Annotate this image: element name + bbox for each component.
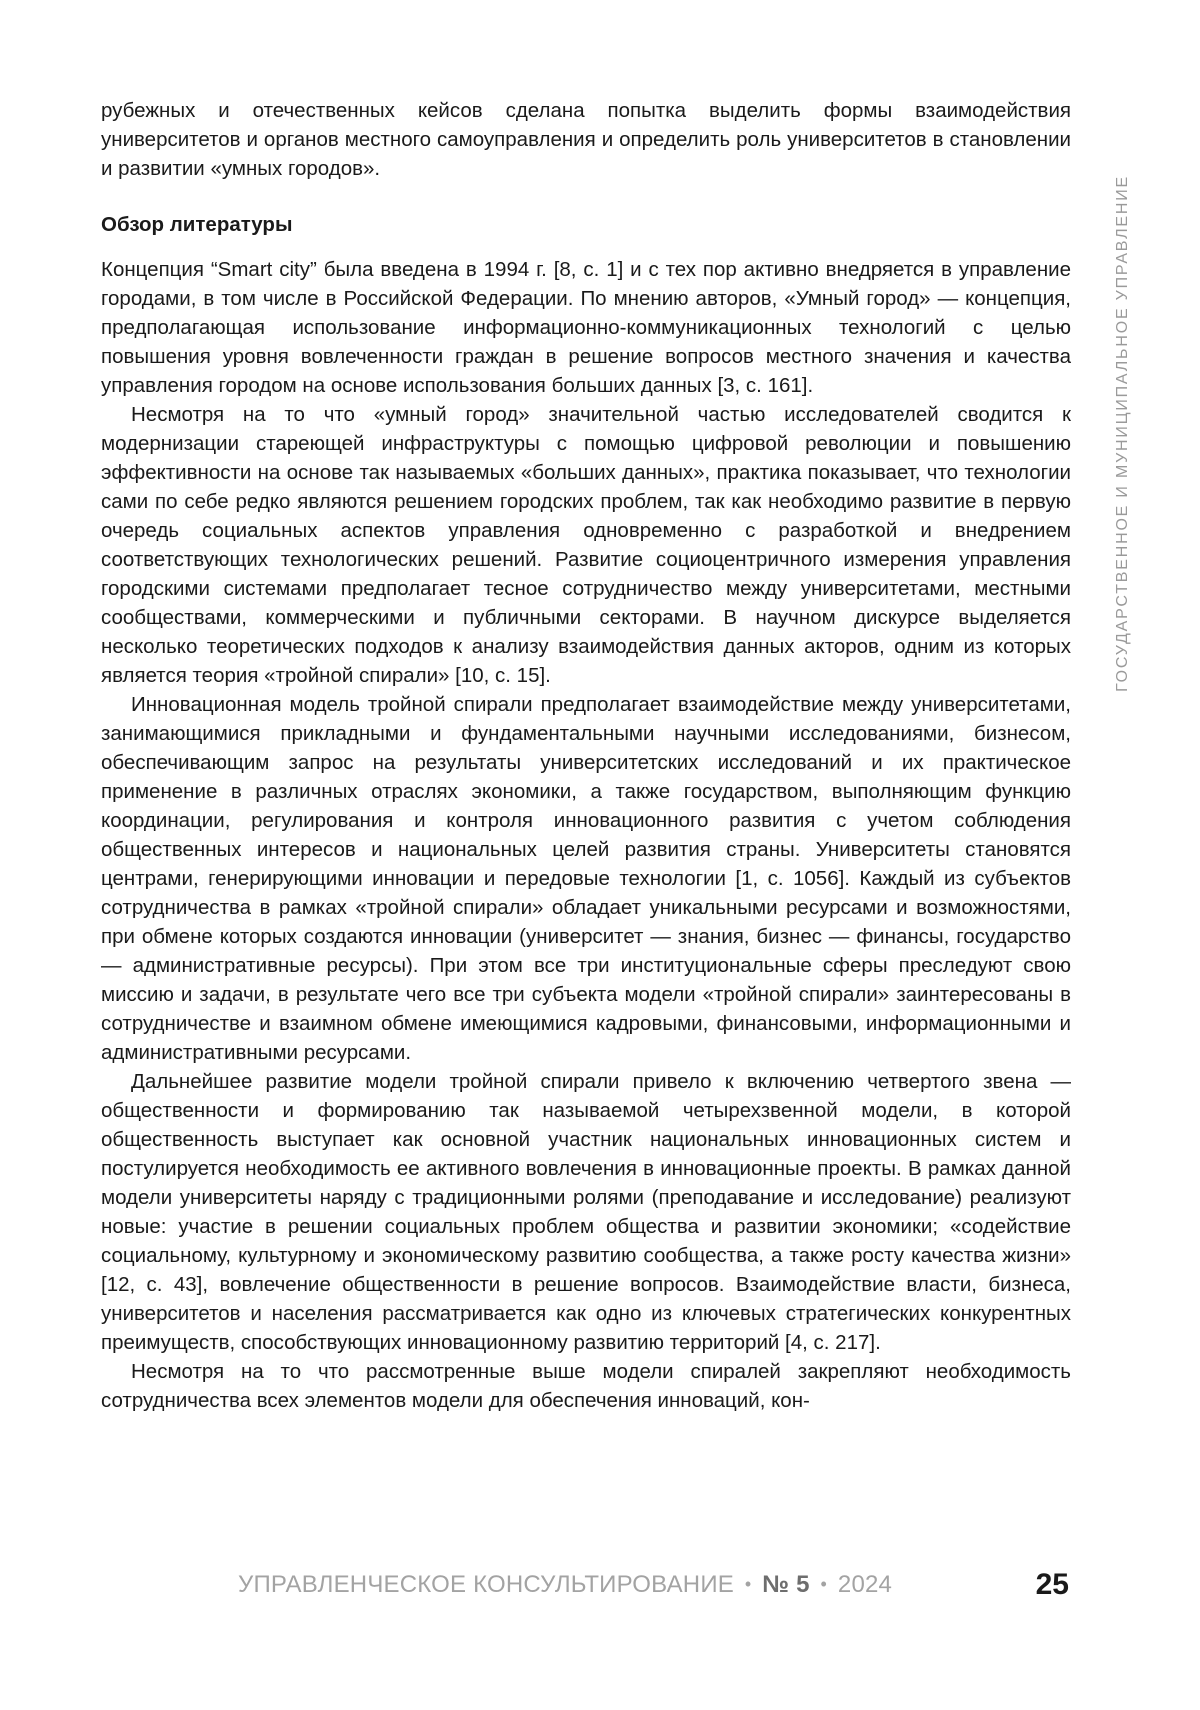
page-footer	[101, 1565, 1071, 1605]
paragraph: Несмотря на то что рассмотренные выше модели спиралей закрепляют необходимость сотрудничества всех элементов модели для обеспечения инноваций, кон-	[101, 1360, 1071, 1412]
article-body	[101, 96, 1071, 1415]
issue-year: 2024	[837, 1571, 893, 1598]
issue-number: № 5	[762, 1571, 810, 1598]
running-section-title-text: ГОСУДАРСТВЕННОЕ И МУНИЦИПАЛЬНОЕ УПРАВЛЕНИЕ	[1114, 175, 1131, 692]
intro-paragraph: рубежных и отечественных кейсов сделана попытка выделить формы взаимодействия университетов и органов местного самоуправления и определить роль университетов в становлении и развитии «умных городов».	[101, 99, 1071, 180]
section-heading: Обзор литературы	[101, 213, 293, 236]
separator-dot: •	[744, 1574, 752, 1594]
paragraph: Несмотря на то что «умный город» значительной частью исследователей сводится к модернизации стареющей инфраструктуры с помощью цифровой революции и повышению эффективности на основе так называемых «больших данных», практика показывает, что технологии сами по себе редко являются решением городских проблем, так как необходимо развитие в первую очередь социальных аспектов управления одновременно с разработкой и внедрением соответствующих технологических решений. Развитие социоцентричного измерения управления городскими системами предполагает тесное сотрудничество между университетами, местными сообществами, коммерческими и публичными секторами. В научном дискурсе выделяется несколько теоретических подходов к анализу взаимодействия данных акторов, одним из которых является теория «тройной спирали» [10, с. 15].	[101, 403, 1071, 687]
page-number: 25	[1035, 1568, 1069, 1601]
separator-dot: •	[820, 1574, 828, 1594]
paragraph: Концепция “Smart city” была введена в 1994 г. [8, с. 1] и с тех пор активно внедряется в управление городами, в том числе в Российской Федерации. По мнению авторов, «Умный город» — концепция, предполагающая использование информационно-коммуникационных технологий с целью повышения уровня вовлеченности граждан в решение вопросов местного значения и качества управления городом на основе использования больших данных [3, с. 161].	[101, 258, 1071, 397]
journal-name: УПРАВЛЕНЧЕСКОЕ КОНСУЛЬТИРОВАНИЕ	[238, 1571, 734, 1598]
running-section-title	[1105, 92, 1141, 692]
paragraph: Дальнейшее развитие модели тройной спирали привело к включению четвертого звена — общественности и формированию так называемой четырехзвенной модели, в которой общественность выступает как основной участник национальных инновационных систем и постулируется необходимость ее активного вовлечения в инновационные проекты. В рамках данной модели университеты наряду с традиционными ролями (преподавание и исследование) реализуют новые: участие в решении социальных проблем общества и развитии экономики; «содействие социальному, культурному и экономическому развитию сообщества, а также росту качества жизни» [12, с. 43], вовлечение общественности в решение вопросов. Взаимодействие власти, бизнеса, университетов и населения рассматривается как одно из ключевых стратегических конкурентных преимуществ, способствующих инновационному развитию территорий [4, с. 217].	[101, 1070, 1071, 1354]
paragraph: Инновационная модель тройной спирали предполагает взаимодействие между университетами, занимающимися прикладными и фундаментальными научными исследованиями, бизнесом, обеспечивающим запрос на результаты университетских исследований и их практическое применение в различных отраслях экономики, а также государством, выполняющим функцию координации, регулирования и контроля инновационного развития с учетом соблюдения общественных интересов и национальных целей развития страны. Университеты становятся центрами, генерирующими инновации и передовые технологии [1, с. 1056]. Каждый из субъектов сотрудничества в рамках «тройной спирали» обладает уникальными ресурсами и возможностями, при обмене которых создаются инновации (университет — знания, бизнес — финансы, государство — административные ресурсы). При этом все три институциональные сферы преследуют свою миссию и задачи, в результате чего все три субъекта модели «тройной спирали» заинтересованы в сотрудничестве и взаимном обмене имеющимися кадровыми, финансовыми, информационными и административными ресурсами.	[101, 693, 1071, 1064]
journal-line	[238, 1571, 892, 1599]
